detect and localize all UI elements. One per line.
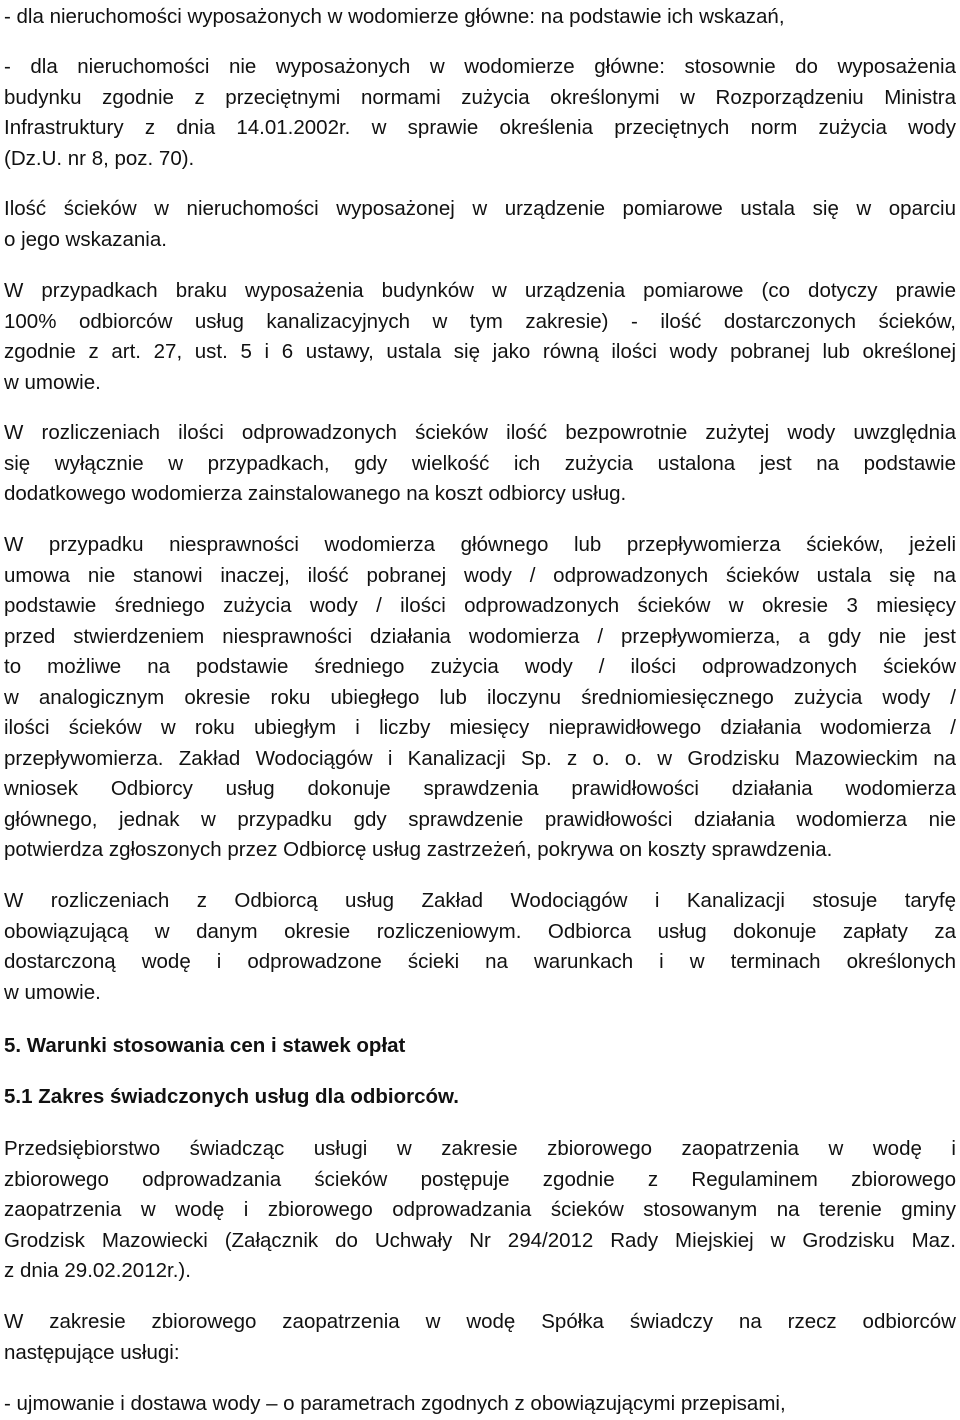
text-line: Grodzisk Mazowiecki (Załącznik do Uchwały Nr 294/2012 Rady Miejskiej w Grodzisku Maz. <box>4 1228 956 1252</box>
paragraph-sewage-metered <box>4 194 956 255</box>
paragraph-metered-properties <box>4 2 956 33</box>
paragraph-no-meters <box>4 276 956 398</box>
text-line: 100% odbiorców usług kanalizacyjnych w tym zakresie) - ilość dostarczonych ścieków, <box>4 309 956 333</box>
text-line: o jego wskazania. <box>4 227 167 251</box>
text-line: W rozliczeniach z Odbiorcą usług Zakład Wodociągów i Kanalizacji stosuje taryfę <box>4 889 956 912</box>
text-line: Przedsiębiorstwo świadcząc usługi w zakresie zbiorowego zaopatrzenia w wodę i <box>4 1137 956 1160</box>
text-line: głównego, jednak w przypadku gdy sprawdzenie prawidłowości działania wodomierza nie <box>4 807 956 831</box>
text-line: dostarczoną wodę i odprowadzone ścieki na warunkach i w terminach określonych <box>4 950 956 973</box>
text-line: następujące usługi: <box>4 1340 180 1364</box>
text-line: się wyłącznie w przypadkach, gdy wielkość ich zużycia ustalona jest na podstawie <box>4 451 956 475</box>
text-line: W przypadkach braku wyposażenia budynków w urządzenia pomiarowe (co dotyczy prawie <box>4 279 956 302</box>
text-line: Ilość ścieków w nieruchomości wyposażonej w urządzenie pomiarowe ustala się w oparciu <box>4 197 956 220</box>
text-line: podstawie średniego zużycia wody / ilości odprowadzonych ścieków w okresie 3 miesięcy <box>4 594 956 617</box>
text-line: - dla nieruchomości nie wyposażonych w wodomierze główne: stosownie do wyposażenia <box>4 55 956 78</box>
text-line: dodatkowego wodomierza zainstalowanego na koszt odbiorcy usług. <box>4 482 627 505</box>
text-line: W rozliczeniach ilości odprowadzonych ścieków ilość bezpowrotnie zużytej wody uwzględnia <box>4 421 956 444</box>
text-line: - ujmowanie i dostawa wody – o parametrach zgodnych z obowiązującymi przepisami, <box>4 1392 786 1415</box>
text-line: przed stwierdzeniem niesprawności działania wodomierza / przepływomierza, a gdy nie jest <box>4 624 956 648</box>
text-line: z dnia 29.02.2012r.). <box>4 1259 191 1282</box>
text-line: przepływomierza. Zakład Wodociągów i Kanalizacji Sp. z o. o. w Grodzisku Mazowieckim na <box>4 746 956 770</box>
text-line: W zakresie zbiorowego zaopatrzenia w wodę Spółka świadczy na rzecz odbiorców <box>4 1310 956 1333</box>
text-line: ilości ścieków w roku ubiegłym i liczby miesięcy nieprawidłowego działania wodomierza / <box>4 716 956 739</box>
text-line: umowa nie stanowi inaczej, ilość pobranej wody / odprowadzonych ścieków ustala się na <box>4 563 956 587</box>
text-line: w analogicznym okresie roku ubiegłego lub iloczynu średniomiesięcznego zużycia wody / <box>4 685 956 709</box>
text-line: (Dz.U. nr 8, poz. 70). <box>4 146 195 170</box>
text-line: potwierdza zgłoszonych przez Odbiorcę usług zastrzeżeń, pokrywa on koszty sprawdzenia. <box>4 838 833 861</box>
paragraph-scope-of-services <box>4 1134 956 1287</box>
text-line: w umowie. <box>4 370 101 394</box>
text-line: wniosek Odbiorcy usług dokonuje sprawdzenia prawidłowości działania wodomierza <box>4 777 956 800</box>
text-line: to możliwe na podstawie średniego zużycia wody / ilości odprowadzonych ścieków <box>4 655 956 678</box>
text-line: zbiorowego odprowadzania ścieków postępuje zgodnie z Regulaminem zbiorowego <box>4 1167 956 1191</box>
text-line: - dla nieruchomości wyposażonych w wodomierze główne: na podstawie ich wskazań, <box>4 5 785 28</box>
section-heading-5: 5. Warunki stosowania cen i stawek opłat <box>4 1034 406 1057</box>
text-line: zgodnie z art. 27, ust. 5 i 6 ustawy, ustala się jako równą ilości wody pobranej lub określonej <box>4 340 956 363</box>
text-line: Infrastruktury z dnia 14.01.2002r. w sprawie określenia przeciętnych norm zużycia wody <box>4 116 956 139</box>
section-heading-5-1: 5.1 Zakres świadczonych usług dla odbiorców. <box>4 1085 459 1108</box>
list-item-water-intake <box>4 1389 956 1420</box>
paragraph-water-supply-services <box>4 1307 956 1368</box>
paragraph-unmetered-properties <box>4 52 956 174</box>
text-line: zaopatrzenia w wodę i zbiorowego odprowadzania ścieków stosowanym na terenie gminy <box>4 1198 956 1221</box>
paragraph-meter-malfunction <box>4 530 956 866</box>
paragraph-irrecoverable-water <box>4 418 956 510</box>
text-line: obowiązującą w danym okresie rozliczeniowym. Odbiorca usług dokonuje zapłaty za <box>4 919 956 943</box>
text-line: W przypadku niesprawności wodomierza głównego lub przepływomierza ścieków, jeżeli <box>4 533 956 556</box>
text-line: budynku zgodnie z przeciętnymi normami zużycia określonymi w Rozporządzeniu Ministra <box>4 85 956 109</box>
paragraph-billing <box>4 886 956 1008</box>
text-line: w umowie. <box>4 980 101 1004</box>
